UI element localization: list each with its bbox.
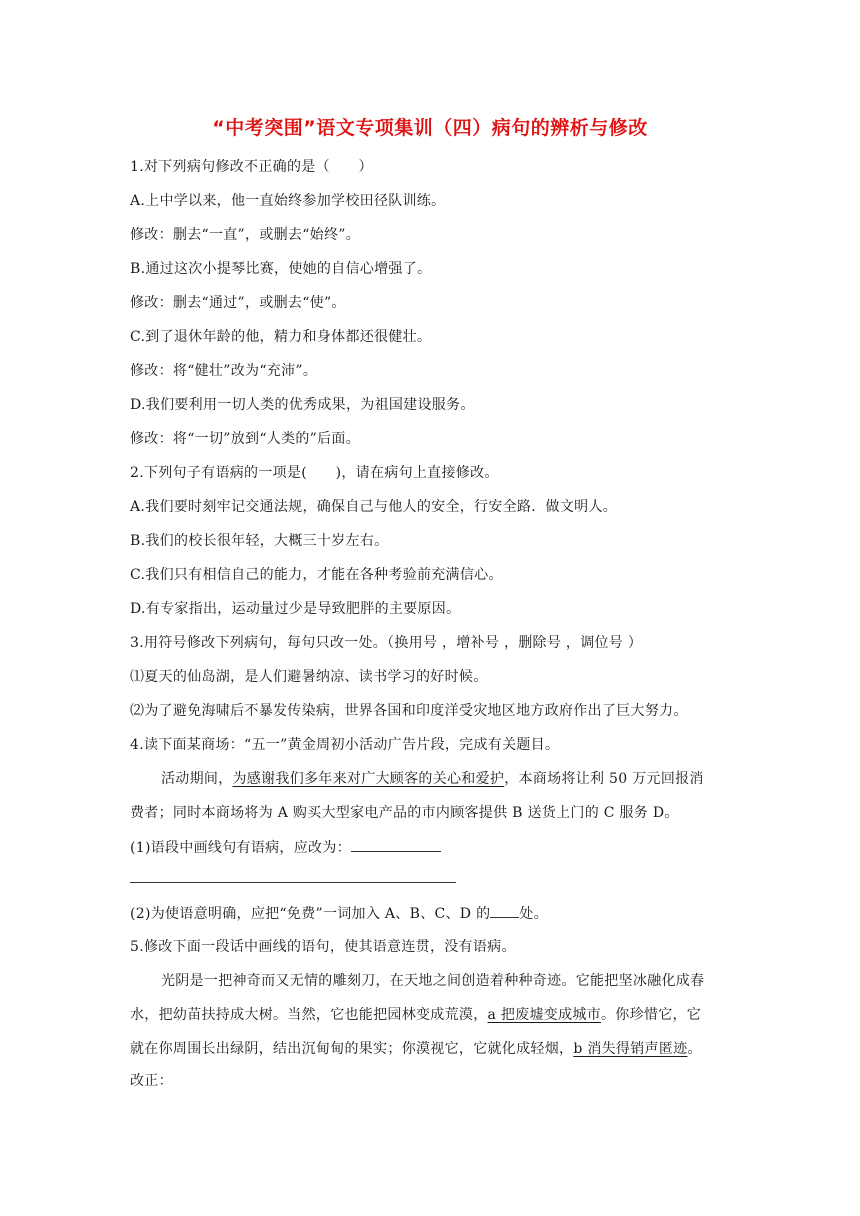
q5-underlined-b: b 消失得销声匿迹 — [573, 1041, 688, 1057]
q1-option-c: C.到了退休年龄的他，精力和身体都还很健壮。 — [130, 329, 432, 345]
q4-stem: 4.读下面某商场：“五一”黄金周初小活动广告片段，完成有关题目。 — [130, 737, 560, 753]
page-title: “中考突围”语文专项集训（四）病句的辨析与修改 — [212, 117, 648, 139]
q1-option-d: D.我们要利用一切人类的优秀成果，为祖国建设服务。 — [130, 397, 475, 413]
q1-option-b: B.通过这次小提琴比赛，使她的自信心增强了。 — [130, 261, 432, 277]
answer-blank[interactable] — [351, 837, 441, 852]
q1-option-a: A.上中学以来，他一直始终参加学校田径队训练。 — [130, 193, 446, 209]
q1-option-b-fix: 修改：删去“通过”，或删去“使”。 — [130, 295, 346, 311]
q5-passage-text: 水，把幼苗扶持成大树。当然，它也能把园林变成荒漠， — [130, 1007, 488, 1023]
q1-stem: 1.对下列病句修改不正确的是（ ） — [130, 159, 373, 175]
q3-stem: 3.用符号修改下列病句，每句只改一处。（换用号 ，增补号 ，删除号 ，调位号 ） — [130, 635, 643, 651]
q4-sub-question-2-tail: 处。 — [519, 906, 548, 922]
q4-underlined-sentence: 为感谢我们多年来对广大顾客的关心和爱护 — [232, 771, 505, 787]
q4-passage-text: 活动期间， — [161, 771, 233, 787]
q5-fix-label: 改正： — [130, 1073, 173, 1089]
q4-passage-line-2: 费者；同时本商场将为 A 购买大型家电产品的市内顾客提供 B 送货上门的 C 服务 D。 — [130, 805, 679, 821]
q2-option-b: B.我们的校长很年轻，大概三十岁左右。 — [130, 533, 389, 549]
q5-underlined-a: a 把废墟变成城市 — [487, 1007, 601, 1023]
q2-option-a: A.我们要时刻牢记交通法规，确保自己与他人的安全，行安全路．做文明人。 — [130, 499, 618, 515]
q4-sub-question-1 — [130, 837, 441, 858]
q3-sentence-2: ⑵为了避免海啸后不暴发传染病，世界各国和印度洋受灾地区地方政府作出了巨大努力。 — [130, 703, 688, 719]
q5-passage-line-3 — [130, 1039, 702, 1059]
q5-passage-text: 。你珍惜它，它 — [601, 1007, 702, 1023]
q4-sub-question-2-text: (2)为使语意明确，应把“免费”一词加入 A、B、C、D 的 — [130, 906, 491, 922]
q4-sub-question-2 — [130, 903, 548, 924]
q1-option-a-fix: 修改：删去“一直”，或删去“始终”。 — [130, 227, 361, 243]
q1-option-c-fix: 修改：将“健壮”改为“充沛”。 — [130, 363, 318, 379]
q2-option-c: C.我们只有相信自己的能力，才能在各种考验前充满信心。 — [130, 567, 503, 583]
q2-option-d: D.有专家指出，运动量过少是导致肥胖的主要原因。 — [130, 601, 461, 617]
q5-passage-line-1: 光阴是一把神奇而又无情的雕刻刀，在天地之间创造着种种奇迹。它能把坚冰融化成春 — [161, 973, 705, 989]
answer-blank[interactable] — [490, 903, 519, 918]
q5-passage-text: 。 — [687, 1041, 702, 1057]
q5-stem: 5.修改下面一段话中画线的语句，使其语意连贯，没有语病。 — [130, 939, 516, 955]
q4-sub-question-1-text: (1)语段中画线句有语病，应改为： — [130, 840, 351, 856]
q4-passage-line-1 — [161, 769, 704, 789]
q5-passage-text: 就在你周围长出绿阴，结出沉甸甸的果实；你漠视它，它就化成轻烟， — [130, 1041, 574, 1057]
q5-passage-line-2 — [130, 1005, 701, 1025]
q1-option-d-fix: 修改：将“一切”放到“人类的”后面。 — [130, 431, 361, 447]
q3-sentence-1: ⑴夏天的仙岛湖，是人们避暑纳凉、读书学习的好时候。 — [130, 669, 488, 685]
answer-line[interactable] — [130, 882, 456, 883]
q4-passage-text: ，本商场将让利 50 万元回报消 — [504, 771, 704, 787]
q2-stem: 2.下列句子有语病的一项是( )，请在病句上直接修改。 — [130, 465, 499, 481]
